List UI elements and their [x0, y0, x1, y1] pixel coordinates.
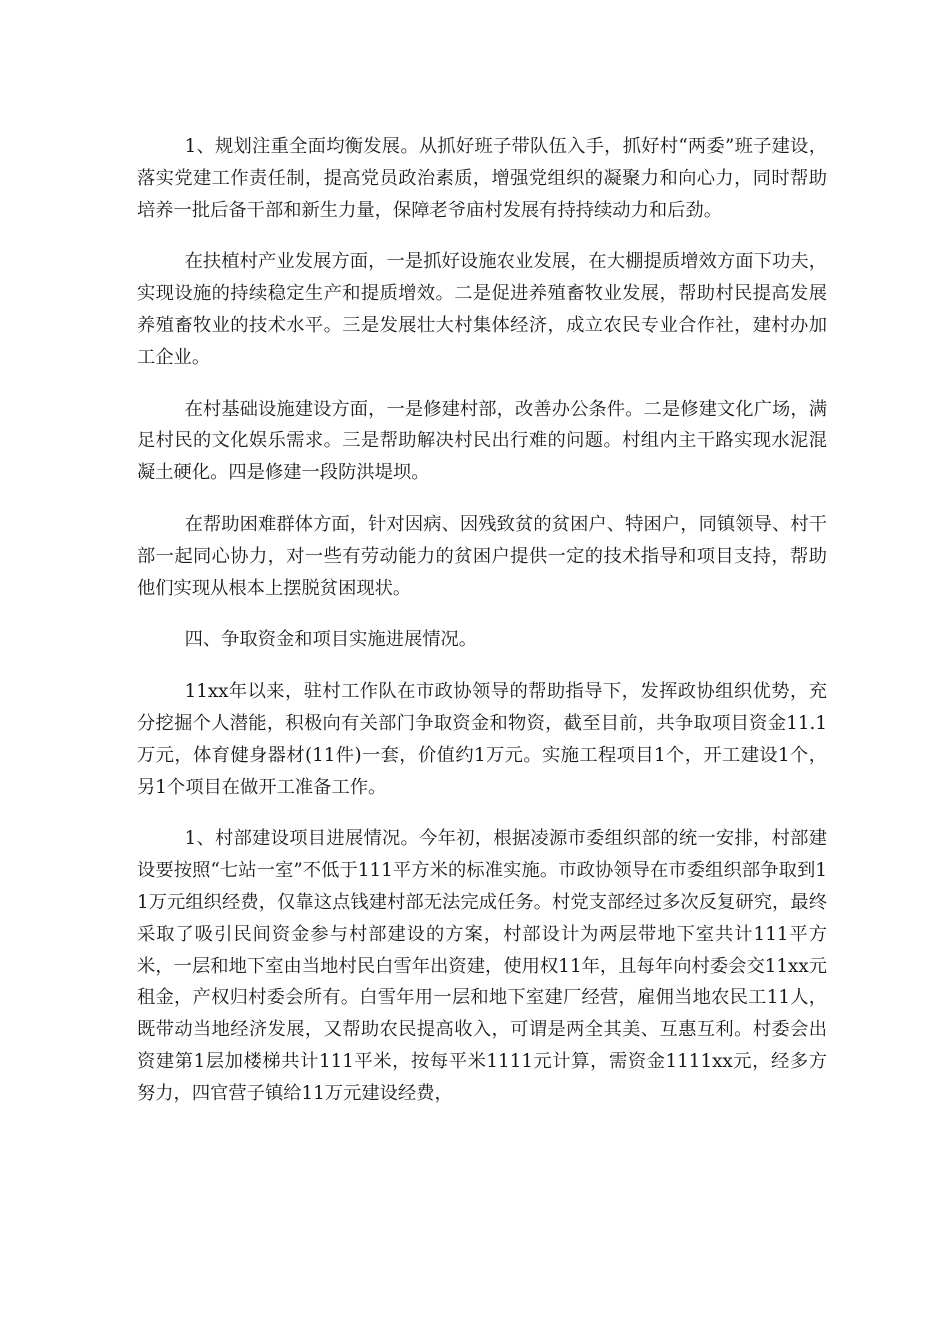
- paragraph-party-building: 1、规划注重全面均衡发展。从抓好班子带队伍入手，抓好村“两委”班子建设，落实党建工作责任制，提高党员政治素质，增强党组织的凝聚力和向心力，同时帮助培养一批后备干部和新生力量，保障老爷庙村发展有持持续动力和后劲。: [137, 136, 827, 221]
- paragraph-industry-development: 在扶植村产业发展方面，一是抓好设施农业发展，在大棚提质增效方面下功夫，实现设施的持续稳定生产和提质增效。二是促进养殖畜牧业发展，帮助村民提高发展养殖畜牧业的技术水平。三是发展壮大村集体经济，成立农民专业合作社，建村办加工企业。: [137, 251, 827, 368]
- paragraph-poverty-assistance: 在帮助困难群体方面，针对因病、因残致贫的贫困户、特困户，同镇领导、村干部一起同心协力，对一些有劳动能力的贫困户提供一定的技术指导和项目支持，帮助他们实现从根本上摆脱贫困现状。: [137, 513, 827, 599]
- paragraph-infrastructure: 在村基础设施建设方面，一是修建村部，改善办公条件。二是修建文化广场，满足村民的文化娱乐需求。三是帮助解决村民出行难的问题。村组内主干路实现水泥混凝土硬化。四是修建一段防洪堤坝。: [137, 398, 827, 484]
- document-page: [137, 131, 827, 1130]
- section-heading-funding: 四、争取资金和项目实施进展情况。: [184, 629, 478, 651]
- paragraph-village-office-project: 1、村部建设项目进展情况。今年初，根据凌源市委组织部的统一安排，村部建设要按照“七站一室”不低于111平方米的标准实施。市政协领导在市委组织部争取到11万元组织经费，仅靠这点钱建村部无法完成任务。村党支部经过多次反复研究，最终采取了吸引民间资金参与村部建设的方案，村部设计为两层带地下室共计111平方米，一层和地下室由当地村民白雪年出资建，使用权11年，且每年向村委会交11xx元租金，产权归村委会所有。白雪年用一层和地下室建厂经营，雇佣当地农民工11人，既带动当地经济发展，又帮助农民提高收入，可谓是两全其美、互惠互利。村委会出资建第1层加楼梯共计111平米，按每平米1111元计算，需资金1111xx元，经多方努力，四官营子镇给11万元建设经费，: [137, 828, 827, 1104]
- paragraph-funding-summary: 11xx年以来，驻村工作队在市政协领导的帮助指导下，发挥政协组织优势，充分挖掘个人潜能，积极向有关部门争取资金和物资，截至目前，共争取项目资金11.1万元，体育健身器材(11件)一套，价值约1万元。实施工程项目1个，开工建设1个，另1个项目在做开工准备工作。: [137, 681, 827, 798]
